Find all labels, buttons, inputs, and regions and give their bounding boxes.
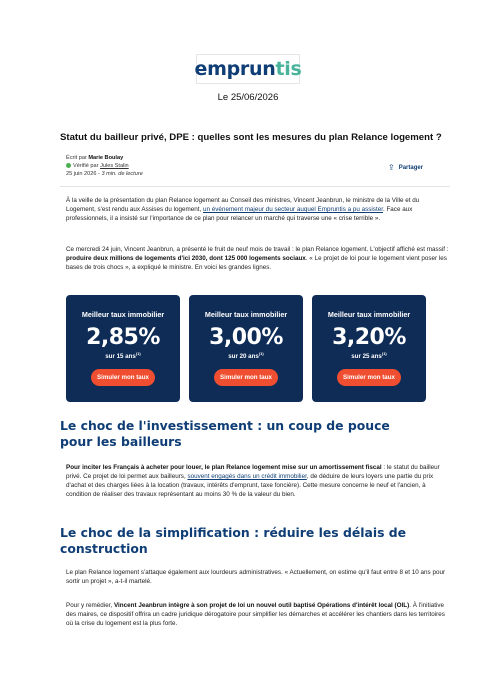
rate-duration bbox=[66, 351, 180, 360]
section-heading-investissement: Le choc de l'investissement : un coup de pouce pour les bailleurs bbox=[60, 418, 390, 449]
print-date: Le 25/06/2026 bbox=[217, 92, 279, 103]
event-link[interactable]: un événement majeur du secteur auquel Empruntis a pu assister bbox=[203, 206, 383, 213]
logo-part-2: tis bbox=[275, 58, 302, 80]
intro-paragraph-2 bbox=[66, 245, 449, 272]
author-name[interactable]: Marie Boulay bbox=[88, 155, 124, 161]
article-title: Statut du bailleur privé, DPE : quelles sont les mesures du plan Relance logement ? bbox=[60, 132, 442, 143]
duration-text: sur 20 ans bbox=[228, 353, 259, 361]
simulate-button[interactable]: Simuler mon taux bbox=[214, 369, 278, 386]
p3-text-a: : le statut du bailleur privé. Ce projet de loi permet aux bailleurs, bbox=[66, 464, 440, 480]
article-meta bbox=[66, 154, 143, 179]
p1-text-a: À la veille de la présentation du plan Relance logement au Conseil des ministres, Vincent Jeanbrun, le ministre de la Ville et du Logement, s'est rendu aux Assises du logement, bbox=[66, 197, 420, 213]
rate-card-15 bbox=[66, 295, 180, 402]
simulate-button[interactable]: Simuler mon taux bbox=[337, 369, 401, 386]
rate-heading: Meilleur taux immobilier bbox=[204, 310, 288, 319]
logo-text bbox=[195, 58, 302, 80]
share-icon: ⇪ bbox=[388, 163, 395, 172]
verifier-link[interactable]: Jules Stalin bbox=[100, 163, 129, 170]
check-icon bbox=[66, 163, 71, 168]
author-prefix: Écrit par bbox=[66, 155, 87, 161]
section-heading-simplification: Le choc de la simplification : réduire les délais de construction bbox=[60, 525, 407, 556]
p2-bold: produire deux millions de logements d'ici 2030, dont 125 000 logements sociaux bbox=[66, 255, 306, 262]
rate-card-20 bbox=[189, 295, 303, 402]
publish-date: 25 juin 2026 - bbox=[66, 171, 100, 178]
rate-duration bbox=[312, 351, 426, 360]
p5-bold: Vincent Jeanbrun intègre à son projet de loi un nouvel outil baptisé Opérations d'intérêt local (OIL) bbox=[113, 602, 410, 609]
footnote-marker: (1) bbox=[258, 351, 264, 356]
p3-bold: Pour inciter les Français à acheter pour louer, le plan Relance logement mise sur un amortissement fiscal bbox=[66, 464, 382, 471]
divider bbox=[60, 186, 450, 187]
credit-immobilier-link[interactable]: souvent engagés dans un crédit immobilier bbox=[187, 473, 307, 480]
rate-value: 3,20% bbox=[332, 325, 406, 350]
simplification-paragraph-2 bbox=[66, 601, 449, 628]
rate-value: 3,00% bbox=[209, 325, 283, 350]
logo-part-1: emprun bbox=[194, 58, 276, 80]
read-time: 3 min. de lecture bbox=[101, 171, 143, 178]
rate-duration bbox=[189, 351, 303, 360]
p2-text-b: . « Le projet de loi pour le logement vient poser les bases de trois chocs », a expliqué le ministre. En voici les grandes lignes. bbox=[66, 255, 447, 271]
simulate-button[interactable]: Simuler mon taux bbox=[91, 369, 155, 386]
footnote-marker: (1) bbox=[381, 351, 387, 356]
investissement-paragraph bbox=[66, 463, 449, 499]
share-label: Partager bbox=[398, 164, 424, 171]
share-button[interactable] bbox=[388, 163, 423, 172]
duration-text: sur 15 ans bbox=[105, 353, 136, 361]
intro-paragraph-1 bbox=[66, 196, 449, 223]
p2-text-a: Ce mercredi 24 juin, Vincent Jeanbrun, a présenté le fruit de neuf mois de travail : le plan Relance logement. L'objectif affiché est massif : bbox=[66, 246, 449, 253]
simplification-paragraph-1: Le plan Relance logement s'attaque également aux lourdeurs administratives. « Actuellement, on estime qu'il faut entre 8 et 10 ans pour sortir un projet », a-t-il martelé. bbox=[66, 569, 446, 585]
p5-text-a: Pour y remédier, bbox=[66, 602, 113, 609]
date-line bbox=[66, 170, 143, 178]
rate-heading: Meilleur taux immobilier bbox=[81, 310, 165, 319]
footnote-marker: (1) bbox=[135, 351, 141, 356]
verified-prefix: Vérifié par bbox=[73, 163, 99, 170]
rate-value: 2,85% bbox=[86, 325, 160, 350]
p5-text-b: . À l'initiative des maires, ce dispositif offrira un cadre juridique dérogatoire pour simplifier les démarches et accélérer les chantiers dans les territoires où la crise du logement est la plus forte. bbox=[66, 602, 445, 627]
p1-text-b: . Face aux professionnels, il a insisté sur l'importance de ce plan pour relancer un marché qui traverse une « crise terrible ». bbox=[66, 206, 413, 222]
duration-text: sur 25 ans bbox=[351, 353, 382, 361]
rate-heading: Meilleur taux immobilier bbox=[327, 310, 411, 319]
rate-card-25 bbox=[312, 295, 426, 402]
empruntis-logo[interactable] bbox=[196, 54, 300, 84]
p3-text-b: , de déduire de leurs loyers une partie du prix d'achat et des charges liées à la location (travaux, intérêts d'emprunt, taxe foncière). Cette mesure concerne le neuf et l'ancien, à condition de réaliser des travaux représentant au moins 30 % de la valeur du bien. bbox=[66, 473, 434, 498]
verified-line bbox=[66, 162, 143, 170]
author-line bbox=[66, 154, 143, 162]
